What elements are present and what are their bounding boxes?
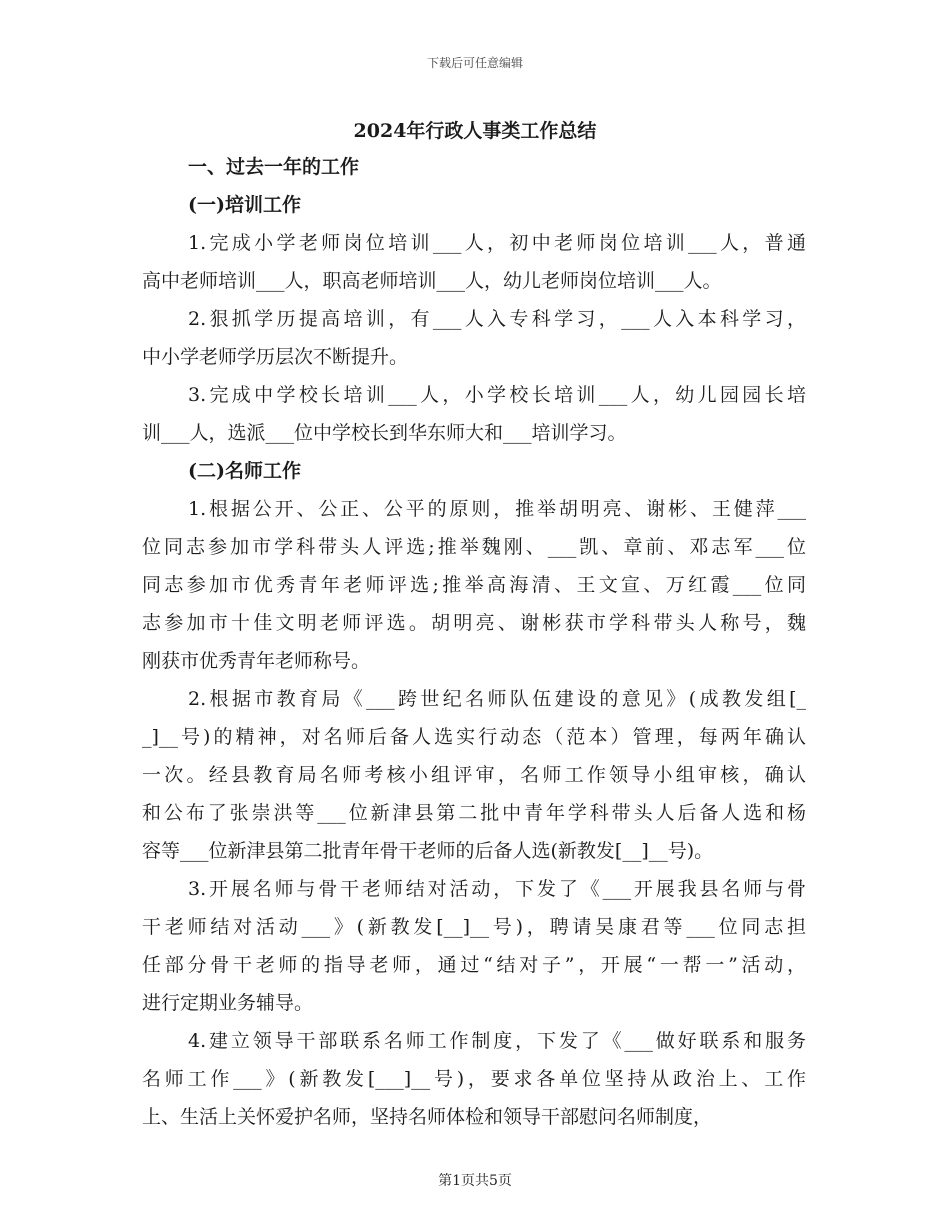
paragraph [142, 224, 806, 300]
paragraph-line: 位同志参加市学科带头人评选;推举魏刚、___凯、章前、邓志军___位 [142, 536, 806, 558]
paragraph [142, 300, 806, 376]
paragraph [142, 870, 806, 1022]
paragraph-line: 高中老师培训___人，职高老师培训___人，幼儿老师岗位培训___人。 [142, 270, 722, 292]
paragraph-line: 志参加市十佳文明老师评选。胡明亮、谢彬获市学科带头人称号，魏 [142, 612, 806, 634]
paragraph-line: 干老师结对活动___》(新教发[__]__号)，聘请吴康君等___位同志担 [142, 916, 806, 938]
page-number: 第1页共5页 [438, 1173, 512, 1189]
paragraph-line: 刚获市优秀青年老师称号。 [142, 650, 371, 672]
paragraph-line: _]__号)的精神，对名师后备人选实行动态（范本）管理，每两年确认 [142, 726, 806, 748]
paragraph-line: 2.根据市教育局《___跨世纪名师队伍建设的意见》(成教发组[_ [188, 688, 806, 710]
header-note: 下载后可任意编辑 [426, 56, 523, 70]
training-paragraphs [142, 224, 806, 452]
paragraph-line: 3.完成中学校长培训___人，小学校长培训___人，幼儿园园长培 [188, 384, 806, 406]
paragraph-line: 上、生活上关怀爱护名师，坚持名师体检和领导干部慰问名师制度， [142, 1106, 713, 1128]
subsection-heading-training: (一)培训工作 [188, 194, 301, 216]
paragraph-line: 中小学老师学历层次不断提升。 [142, 346, 409, 368]
paragraph-line: 1.完成小学老师岗位培训___人，初中老师岗位培训___人，普通 [188, 232, 806, 254]
paragraph-line: 一次。经县教育局名师考核小组评审，名师工作领导小组审核，确认 [142, 764, 806, 786]
document-title: 2024年行政人事类工作总结 [353, 120, 597, 142]
paragraph [142, 376, 806, 452]
paragraph-line: 训___人，选派___位中学校长到华东师大和___培训学习。 [142, 422, 627, 444]
paragraph-line: 1.根据公开、公正、公平的原则，推举胡明亮、谢彬、王健萍___ [188, 498, 806, 520]
section-heading: 一、过去一年的工作 [188, 156, 360, 178]
paragraph-line: 3.开展名师与骨干老师结对活动，下发了《___开展我县名师与骨 [188, 878, 806, 900]
paragraph-line: 4.建立领导干部联系名师工作制度，下发了《___做好联系和服务 [188, 1030, 806, 1052]
paragraph-line: 任部分骨干老师的指导老师，通过“结对子”，开展“一帮一”活动， [142, 954, 806, 976]
paragraph [142, 1022, 806, 1136]
famous-teacher-paragraphs [142, 490, 806, 1136]
paragraph [142, 680, 806, 870]
paragraph-line: 和公布了张崇洪等___位新津县第二批中青年学科带头人后备人选和杨 [142, 802, 806, 824]
document-body [142, 148, 806, 1136]
paragraph-line: 进行定期业务辅导。 [142, 992, 314, 1014]
paragraph-line: 2.狠抓学历提高培训，有___人入专科学习，___人入本科学习， [188, 308, 806, 330]
paragraph-line: 同志参加市优秀青年老师评选;推举高海清、王文宣、万红霞___位同 [142, 574, 806, 596]
paragraph [142, 490, 806, 680]
paragraph-line: 容等___位新津县第二批青年骨干老师的后备人选(新教发[__]__号)。 [142, 840, 714, 862]
paragraph-line: 名师工作___》(新教发[___]__号)，要求各单位坚持从政治上、工作 [142, 1068, 806, 1090]
subsection-heading-famous-teachers: (二)名师工作 [188, 460, 301, 482]
